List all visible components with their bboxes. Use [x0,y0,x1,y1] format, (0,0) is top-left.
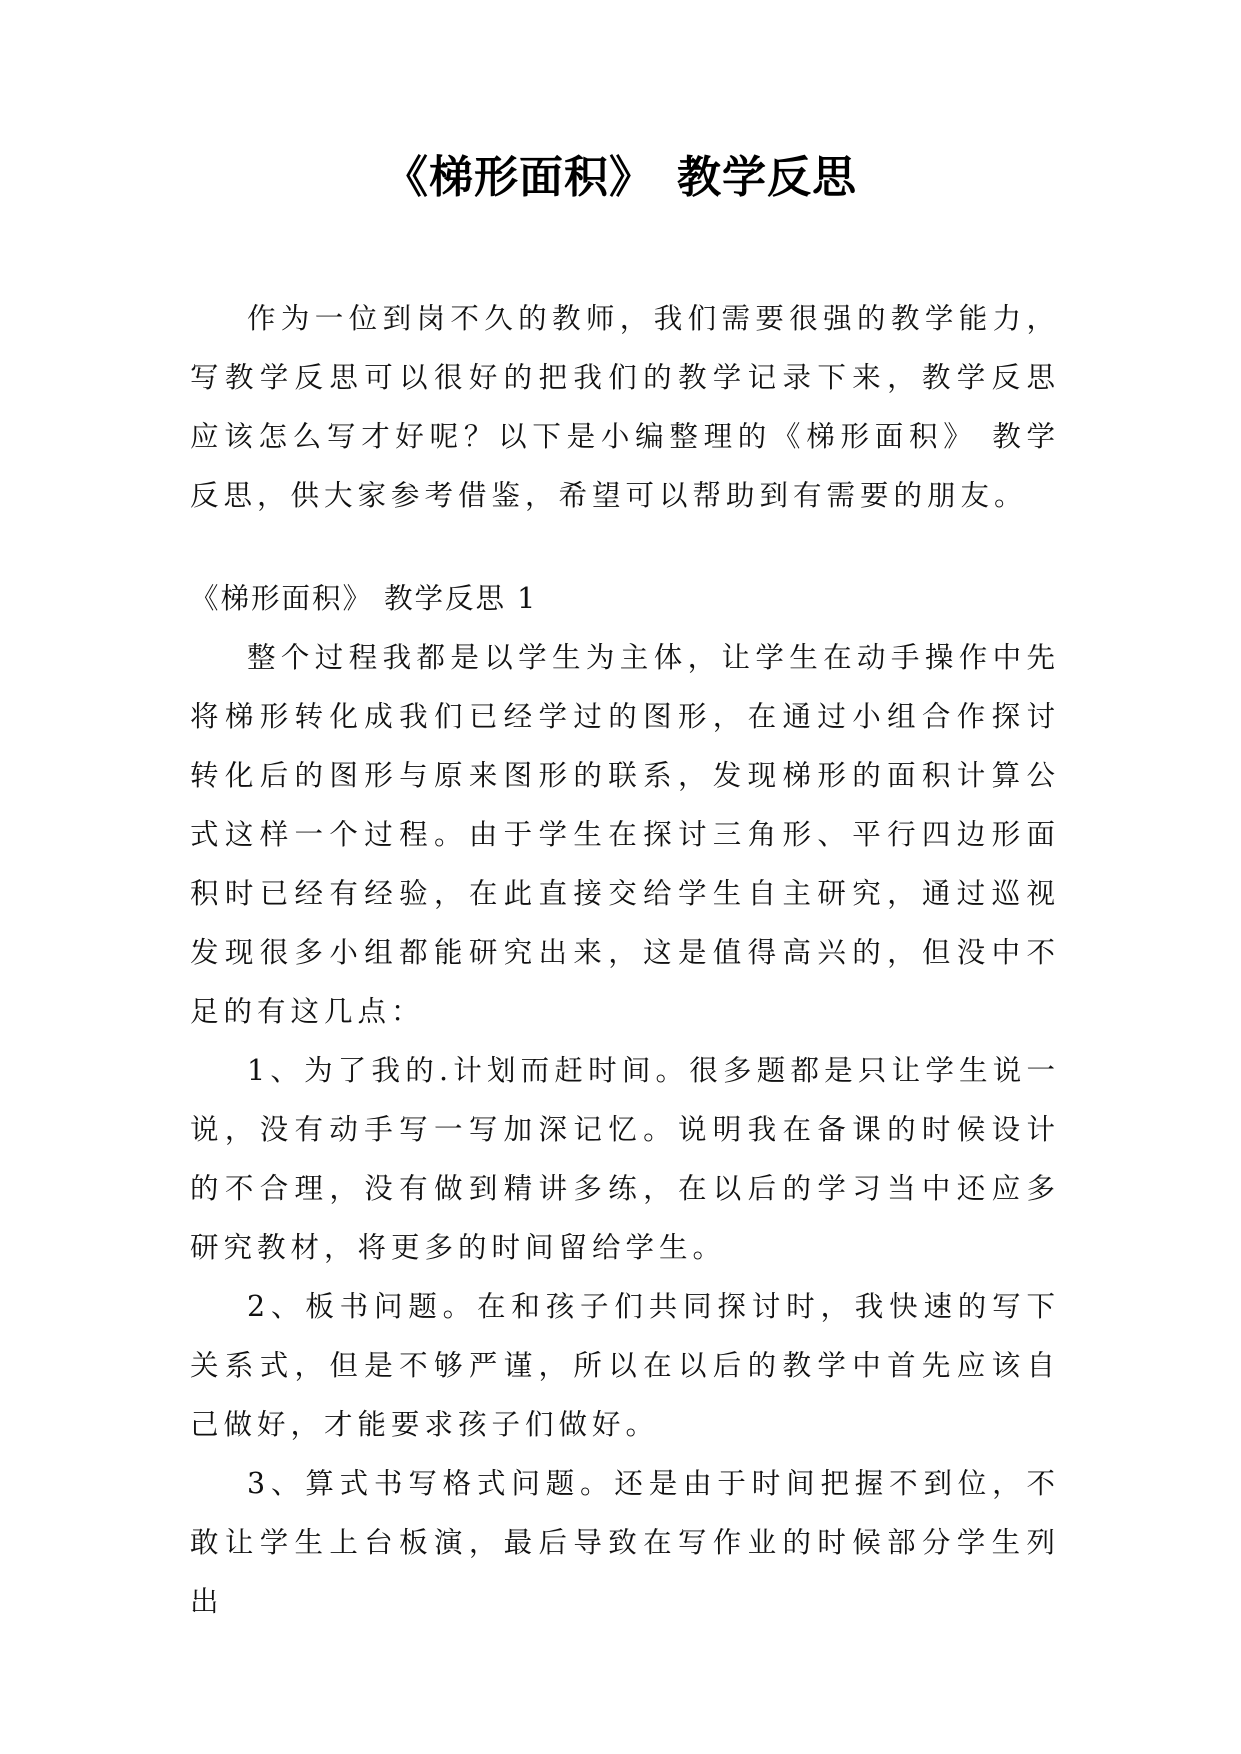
body-paragraph-1: 整个过程我都是以学生为主体，让学生在动手操作中先将梯形转化成我们已经学过的图形，在通过小组合作探讨转化后的图形与原来图形的联系，发现梯形的面积计算公式这样一个过程。由于学生在探讨三角形、平行四边形面积时已经有经验，在此直接交给学生自主研究，通过巡视发现很多小组都能研究出来，这是值得高兴的，但没中不足的有这几点： [190,641,1060,1028]
document-body [190,289,1060,1631]
intro-paragraph: 作为一位到岗不久的教师，我们需要很强的教学能力，写教学反思可以很好的把我们的教学记录下来，教学反思应该怎么写才好呢？以下是小编整理的《梯形面积》 教学反思，供大家参考借鉴，希望可以帮助到有需要的朋友。 [190,302,1060,512]
body-paragraph-4: 3、算式书写格式问题。还是由于时间把握不到位，不敢让学生上台板演，最后导致在写作业的时候部分学生列出 [190,1467,1060,1618]
section-heading: 《梯形面积》 教学反思 1 [190,582,538,615]
body-paragraph-3: 2、板书问题。在和孩子们共同探讨时，我快速的写下关系式，但是不够严谨，所以在以后的教学中首先应该自己做好，才能要求孩子们做好。 [190,1290,1060,1441]
document-title: 《梯形面积》 教学反思 [384,152,857,203]
body-paragraph-2: 1、为了我的.计划而赶时间。很多题都是只让学生说一说，没有动手写一写加深记忆。说明我在备课的时候设计的不合理，没有做到精讲多练，在以后的学习当中还应多研究教材，将更多的时间留给学生。 [190,1054,1060,1264]
